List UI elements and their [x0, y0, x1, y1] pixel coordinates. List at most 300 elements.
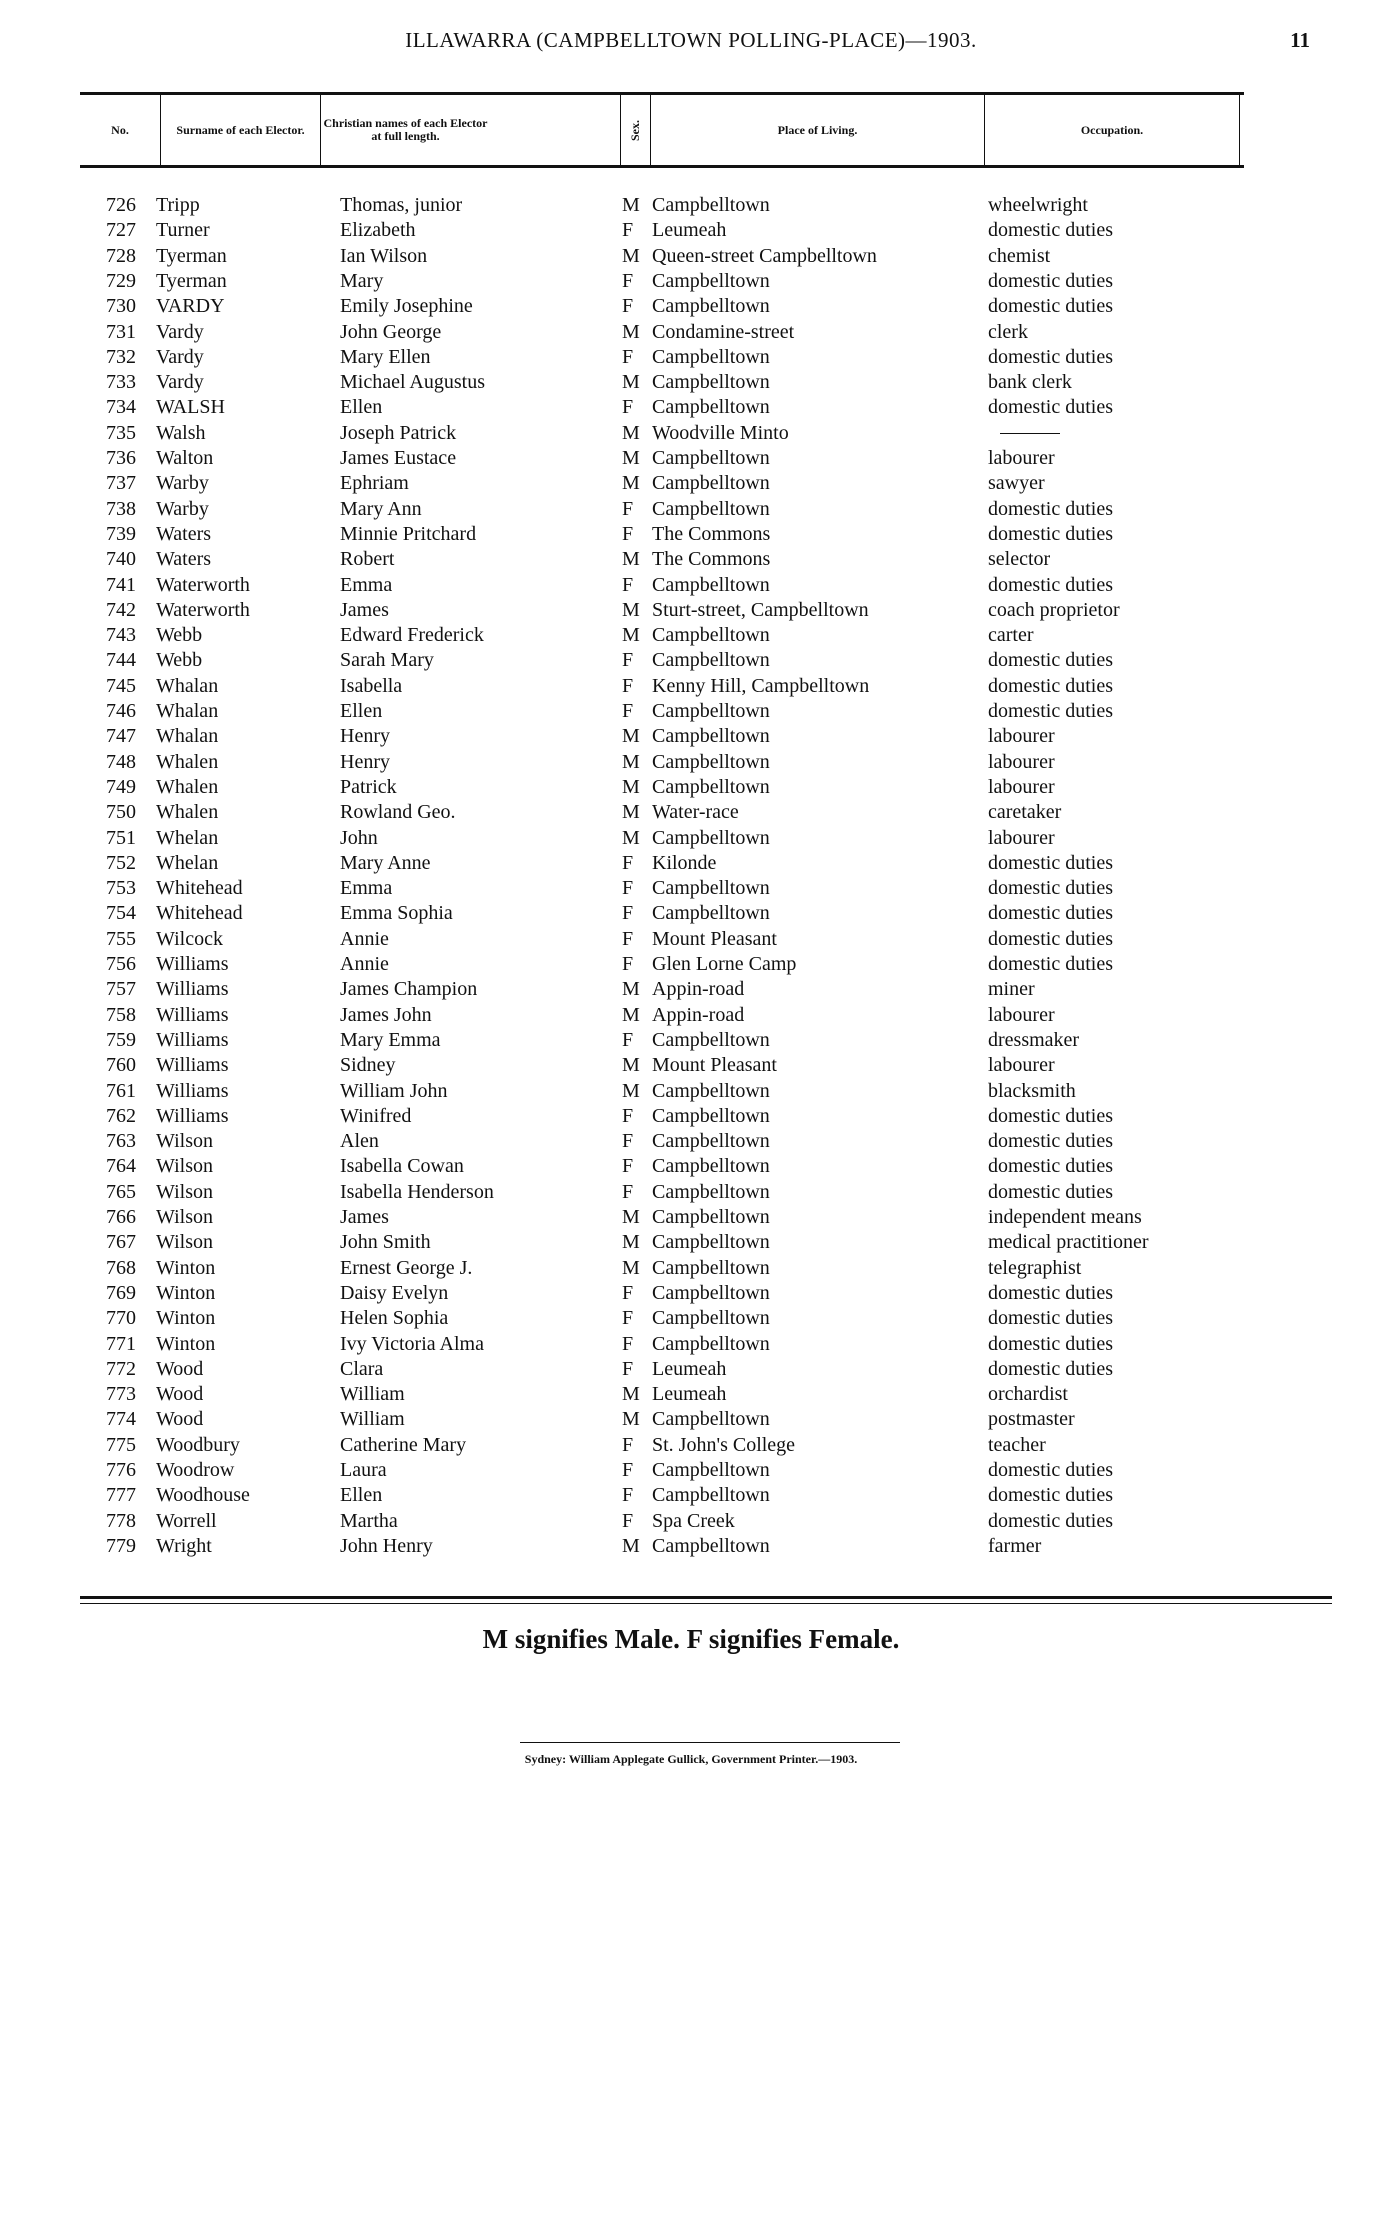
- row-surname: Whelan: [156, 826, 219, 849]
- row-number: 752: [106, 851, 136, 874]
- row-christian-names: Alen: [340, 1130, 379, 1153]
- row-place-of-living: Campbelltown: [652, 472, 770, 495]
- row-sex: F: [622, 1433, 634, 1456]
- row-christian-names: Robert: [340, 548, 395, 571]
- row-place-of-living: Campbelltown: [652, 775, 770, 798]
- row-occupation: domestic duties: [988, 522, 1113, 545]
- row-christian-names: Emma: [340, 573, 393, 596]
- row-number: 750: [106, 801, 136, 824]
- row-occupation: domestic duties: [988, 700, 1113, 722]
- row-place-of-living: Campbelltown: [652, 1459, 770, 1481]
- row-place-of-living: Sturt-street, Campbelltown: [652, 598, 869, 621]
- row-christian-names: Mary Ann: [340, 497, 422, 520]
- table-row: [0, 573, 1382, 598]
- row-place-of-living: Glen Lorne Camp: [652, 953, 797, 975]
- row-place-of-living: Kilonde: [652, 851, 717, 874]
- row-surname: Winton: [156, 1256, 216, 1279]
- row-surname: Williams: [156, 953, 229, 975]
- table-row: [0, 927, 1382, 952]
- table-row: [0, 269, 1382, 294]
- row-occupation: wheelwright: [988, 194, 1088, 216]
- row-christian-names: William: [340, 1383, 405, 1406]
- col-header-no: No.: [111, 122, 129, 137]
- row-surname: Wilcock: [156, 927, 223, 950]
- row-occupation: orchardist: [988, 1383, 1068, 1406]
- sex-legend: M signifies Male. F signifies Female.: [482, 1624, 900, 1654]
- table-row: [0, 724, 1382, 749]
- table-row: [0, 1483, 1382, 1508]
- row-occupation: domestic duties: [988, 1281, 1113, 1304]
- row-christian-names: Ellen: [340, 1484, 383, 1507]
- table-row: [0, 750, 1382, 775]
- row-christian-names: Sarah Mary: [340, 649, 434, 672]
- table-header: [80, 92, 1244, 168]
- row-place-of-living: Kenny Hill, Campbelltown: [652, 674, 870, 697]
- table-row: [0, 1028, 1382, 1053]
- row-surname: Whitehead: [156, 902, 243, 925]
- row-occupation: labourer: [988, 1054, 1055, 1077]
- row-place-of-living: St. John's College: [652, 1433, 796, 1456]
- row-christian-names: Martha: [340, 1509, 398, 1532]
- row-surname: Turner: [156, 219, 210, 242]
- table-row: [0, 851, 1382, 876]
- row-place-of-living: Campbelltown: [652, 700, 770, 722]
- table-row: [0, 370, 1382, 395]
- table-row: [0, 1306, 1382, 1331]
- row-occupation: miner: [988, 978, 1035, 1001]
- row-christian-names: Annie: [340, 927, 389, 950]
- row-christian-names: John Henry: [340, 1534, 433, 1557]
- row-sex: F: [622, 219, 634, 242]
- row-sex: M: [622, 1206, 640, 1228]
- row-occupation: domestic duties: [988, 396, 1113, 419]
- row-place-of-living: Appin-road: [652, 1003, 745, 1026]
- row-occupation: domestic duties: [988, 269, 1113, 292]
- row-number: 767: [106, 1231, 136, 1254]
- row-christian-names: Emily Josephine: [340, 295, 473, 318]
- row-sex: F: [622, 295, 634, 318]
- row-number: 744: [106, 649, 136, 672]
- row-place-of-living: Campbelltown: [652, 877, 770, 900]
- row-occupation: domestic duties: [988, 851, 1113, 874]
- printer-imprint: Sydney: William Applegate Gullick, Government Printer.—1903.: [524, 1752, 858, 1766]
- table-row: [0, 218, 1382, 243]
- row-occupation: domestic duties: [988, 295, 1113, 318]
- row-surname: Vardy: [156, 371, 204, 394]
- table-row: [0, 1154, 1382, 1179]
- row-number: 758: [106, 1003, 136, 1026]
- row-surname: Whalen: [156, 750, 219, 773]
- row-sex: F: [622, 1104, 634, 1127]
- row-place-of-living: Campbelltown: [652, 649, 770, 672]
- row-sex: F: [622, 1028, 634, 1051]
- row-sex: F: [622, 522, 634, 545]
- row-christian-names: John Smith: [340, 1231, 431, 1254]
- row-occupation: domestic duties: [988, 573, 1113, 596]
- row-place-of-living: Campbelltown: [652, 1180, 770, 1203]
- row-occupation: dressmaker: [988, 1028, 1080, 1051]
- row-occupation: domestic duties: [988, 1130, 1113, 1153]
- table-row: [0, 1458, 1382, 1483]
- row-number: 742: [106, 598, 136, 621]
- row-christian-names: James John: [340, 1003, 432, 1026]
- page-number: 11: [1290, 28, 1310, 52]
- row-surname: Wood: [156, 1408, 204, 1431]
- row-number: 736: [106, 447, 136, 469]
- row-number: 759: [106, 1028, 136, 1051]
- table-row: [0, 674, 1382, 699]
- row-occupation: chemist: [988, 244, 1051, 267]
- row-surname: Waters: [156, 548, 212, 571]
- row-sex: M: [622, 624, 640, 647]
- row-number: 769: [106, 1281, 136, 1304]
- row-surname: Wilson: [156, 1130, 213, 1153]
- row-sex: M: [622, 598, 640, 621]
- row-place-of-living: Campbelltown: [652, 269, 770, 292]
- row-christian-names: Emma Sophia: [340, 902, 453, 925]
- row-sex: F: [622, 927, 634, 950]
- row-occupation: postmaster: [988, 1408, 1075, 1431]
- table-row: [0, 1129, 1382, 1154]
- row-surname: Vardy: [156, 320, 204, 343]
- row-occupation: farmer: [988, 1534, 1042, 1557]
- row-number: 773: [106, 1383, 136, 1406]
- row-number: 746: [106, 700, 136, 722]
- row-surname: Whalan: [156, 700, 219, 722]
- row-surname: Williams: [156, 978, 229, 1001]
- row-surname: Tyerman: [156, 269, 227, 292]
- row-occupation: domestic duties: [988, 1459, 1113, 1481]
- row-sex: M: [622, 750, 640, 773]
- row-number: 756: [106, 953, 136, 975]
- table-row: [0, 1104, 1382, 1129]
- table-row: [0, 800, 1382, 825]
- row-christian-names: Catherine Mary: [340, 1433, 467, 1456]
- row-christian-names: Clara: [340, 1357, 384, 1380]
- row-christian-names: Mary Ellen: [340, 345, 431, 368]
- row-christian-names: Mary Anne: [340, 851, 431, 874]
- table-row: [0, 547, 1382, 572]
- row-surname: Whitehead: [156, 877, 243, 900]
- row-occupation: clerk: [988, 320, 1028, 343]
- row-number: 729: [106, 269, 136, 292]
- table-row: [0, 1407, 1382, 1432]
- row-christian-names: Thomas, junior: [340, 194, 463, 216]
- row-number: 776: [106, 1459, 136, 1481]
- table-row: [0, 1382, 1382, 1407]
- col-header-sex: [620, 95, 650, 165]
- row-christian-names: Helen Sophia: [340, 1307, 449, 1330]
- row-sex: F: [622, 1130, 634, 1153]
- row-surname: Whalan: [156, 674, 219, 697]
- row-place-of-living: Campbelltown: [652, 1130, 770, 1153]
- row-sex: M: [622, 1054, 640, 1077]
- table-row: [0, 1534, 1382, 1559]
- row-christian-names: John George: [340, 320, 442, 343]
- row-surname: Waterworth: [156, 598, 250, 621]
- table-row: [0, 1230, 1382, 1255]
- table-row: [0, 826, 1382, 851]
- row-occupation: domestic duties: [988, 219, 1113, 242]
- row-place-of-living: Campbelltown: [652, 345, 770, 368]
- row-number: 779: [106, 1534, 136, 1557]
- row-occupation: domestic duties: [988, 1357, 1113, 1380]
- row-christian-names: Elizabeth: [340, 219, 416, 242]
- row-number: 777: [106, 1484, 136, 1507]
- row-sex: M: [622, 978, 640, 1001]
- row-occupation: labourer: [988, 775, 1055, 798]
- row-christian-names: Edward Frederick: [340, 624, 484, 647]
- row-occupation: medical practitioner: [988, 1231, 1149, 1254]
- row-occupation: domestic duties: [988, 877, 1113, 900]
- row-sex: F: [622, 1509, 634, 1532]
- row-place-of-living: Campbelltown: [652, 295, 770, 318]
- row-surname: Wilson: [156, 1231, 213, 1254]
- row-surname: Woodbury: [156, 1433, 240, 1456]
- row-sex: F: [622, 1357, 634, 1380]
- row-christian-names: Mary: [340, 269, 384, 292]
- row-sex: F: [622, 877, 634, 900]
- row-number: 753: [106, 877, 136, 900]
- row-surname: Worrell: [156, 1509, 217, 1532]
- row-place-of-living: Spa Creek: [652, 1509, 735, 1532]
- row-christian-names: William: [340, 1408, 405, 1431]
- row-surname: VARDY: [156, 295, 225, 318]
- table-row: [0, 623, 1382, 648]
- row-place-of-living: Mount Pleasant: [652, 927, 777, 950]
- row-occupation: domestic duties: [988, 953, 1113, 975]
- row-occupation: teacher: [988, 1433, 1046, 1456]
- row-place-of-living: Campbelltown: [652, 1281, 770, 1304]
- row-sex: M: [622, 1256, 640, 1279]
- row-sex: M: [622, 801, 640, 824]
- row-number: 735: [106, 421, 136, 444]
- row-sex: M: [622, 826, 640, 849]
- bottom-rule: [80, 1596, 1332, 1599]
- row-number: 748: [106, 750, 136, 773]
- table-row: [0, 699, 1382, 724]
- row-number: 762: [106, 1104, 136, 1127]
- row-place-of-living: Condamine-street: [652, 320, 795, 343]
- row-sex: M: [622, 447, 640, 469]
- row-surname: Woodrow: [156, 1459, 235, 1481]
- row-sex: F: [622, 1332, 634, 1355]
- table-row: [0, 1357, 1382, 1382]
- row-number: 731: [106, 320, 136, 343]
- row-number: 726: [106, 194, 136, 216]
- row-place-of-living: Campbelltown: [652, 447, 770, 469]
- row-occupation: labourer: [988, 750, 1055, 773]
- row-christian-names: Minnie Pritchard: [340, 522, 477, 545]
- row-surname: Whalen: [156, 801, 219, 824]
- row-occupation: telegraphist: [988, 1256, 1082, 1279]
- row-place-of-living: Campbelltown: [652, 1028, 770, 1051]
- row-sex: F: [622, 902, 634, 925]
- row-sex: F: [622, 497, 634, 520]
- row-christian-names: Daisy Evelyn: [340, 1281, 449, 1304]
- row-number: 747: [106, 725, 136, 748]
- row-number: 763: [106, 1130, 136, 1153]
- row-christian-names: Mary Emma: [340, 1028, 441, 1051]
- table-row: [0, 648, 1382, 673]
- row-place-of-living: Leumeah: [652, 1357, 727, 1380]
- row-sex: M: [622, 371, 640, 394]
- row-place-of-living: Leumeah: [652, 219, 727, 242]
- row-place-of-living: Campbelltown: [652, 1206, 770, 1228]
- table-row: [0, 876, 1382, 901]
- row-place-of-living: Campbelltown: [652, 1484, 770, 1507]
- row-occupation: domestic duties: [988, 674, 1113, 697]
- col-header-place: Place of Living.: [650, 95, 984, 165]
- row-number: 745: [106, 674, 136, 697]
- row-sex: M: [622, 244, 640, 267]
- row-place-of-living: Campbelltown: [652, 624, 770, 647]
- row-number: 739: [106, 522, 136, 545]
- row-surname: Webb: [156, 649, 203, 672]
- row-sex: M: [622, 1408, 640, 1431]
- row-surname: Tyerman: [156, 244, 227, 267]
- table-row: [0, 1433, 1382, 1458]
- row-christian-names: Patrick: [340, 775, 397, 798]
- row-place-of-living: Campbelltown: [652, 371, 770, 394]
- row-sex: F: [622, 1180, 634, 1203]
- row-sex: M: [622, 1383, 640, 1406]
- table-row: [0, 471, 1382, 496]
- row-place-of-living: Campbelltown: [652, 396, 770, 419]
- row-sex: M: [622, 775, 640, 798]
- row-sex: F: [622, 851, 634, 874]
- row-occupation: independent means: [988, 1206, 1142, 1228]
- row-occupation: carter: [988, 624, 1034, 647]
- row-christian-names: Laura: [340, 1459, 387, 1481]
- table-row: [0, 977, 1382, 1002]
- row-sex: M: [622, 1534, 640, 1557]
- row-occupation: coach proprietor: [988, 598, 1120, 621]
- row-number: 733: [106, 371, 136, 394]
- row-place-of-living: Mount Pleasant: [652, 1054, 777, 1077]
- row-surname: Vardy: [156, 345, 204, 368]
- row-surname: Whalan: [156, 725, 219, 748]
- row-christian-names: Winifred: [340, 1104, 412, 1127]
- row-sex: M: [622, 421, 640, 444]
- row-surname: Wright: [156, 1534, 212, 1557]
- row-surname: Walsh: [156, 421, 206, 444]
- row-place-of-living: Campbelltown: [652, 497, 770, 520]
- row-occupation: labourer: [988, 826, 1055, 849]
- table-row: [0, 1509, 1382, 1534]
- row-surname: Winton: [156, 1332, 216, 1355]
- row-number: 730: [106, 295, 136, 318]
- row-surname: WALSH: [156, 396, 225, 419]
- row-sex: F: [622, 700, 634, 722]
- row-place-of-living: Campbelltown: [652, 1408, 770, 1431]
- col-header-christian: Christian names of each Elector at full length.: [320, 95, 490, 165]
- row-surname: Webb: [156, 624, 203, 647]
- row-christian-names: Ellen: [340, 396, 383, 419]
- row-christian-names: Joseph Patrick: [340, 421, 457, 444]
- row-sex: M: [622, 725, 640, 748]
- row-number: 727: [106, 219, 136, 242]
- bottom-rule-thin: [80, 1603, 1332, 1604]
- row-christian-names: John: [340, 826, 378, 849]
- row-christian-names: Ernest George J.: [340, 1256, 473, 1279]
- row-occupation: bank clerk: [988, 371, 1072, 394]
- row-number: 775: [106, 1433, 136, 1456]
- row-sex: F: [622, 649, 634, 672]
- row-surname: Wilson: [156, 1155, 213, 1178]
- row-occupation: domestic duties: [988, 927, 1113, 950]
- row-sex: F: [622, 1281, 634, 1304]
- row-surname: Wood: [156, 1383, 204, 1406]
- row-place-of-living: Leumeah: [652, 1383, 727, 1406]
- table-row: [0, 1281, 1382, 1306]
- row-place-of-living: Woodville Minto: [652, 421, 789, 444]
- col-header-occupation: Occupation.: [984, 95, 1240, 165]
- row-place-of-living: Campbelltown: [652, 902, 770, 925]
- row-sex: M: [622, 1003, 640, 1026]
- row-occupation: labourer: [988, 447, 1055, 469]
- row-sex: F: [622, 573, 634, 596]
- row-occupation: blacksmith: [988, 1079, 1076, 1102]
- row-surname: Williams: [156, 1054, 229, 1077]
- table-row: [0, 294, 1382, 319]
- row-surname: Whalen: [156, 775, 219, 798]
- row-sex: M: [622, 1231, 640, 1254]
- row-surname: Walton: [156, 447, 214, 469]
- row-sex: F: [622, 269, 634, 292]
- row-number: 751: [106, 826, 136, 849]
- row-place-of-living: Campbelltown: [652, 1104, 770, 1127]
- row-sex: F: [622, 1307, 634, 1330]
- row-number: 761: [106, 1079, 136, 1102]
- row-place-of-living: Campbelltown: [652, 194, 770, 216]
- row-number: 755: [106, 927, 136, 950]
- row-place-of-living: Campbelltown: [652, 826, 770, 849]
- row-sex: F: [622, 1459, 634, 1481]
- row-occupation: domestic duties: [988, 497, 1113, 520]
- row-surname: Woodhouse: [156, 1484, 250, 1507]
- row-occupation: sawyer: [988, 472, 1045, 495]
- table-row: [0, 244, 1382, 269]
- row-surname: Tripp: [156, 194, 200, 216]
- page-title: ILLAWARRA (CAMPBELLTOWN POLLING-PLACE)—1903.: [405, 28, 977, 52]
- row-sex: M: [622, 320, 640, 343]
- row-occupation: domestic duties: [988, 1484, 1113, 1507]
- row-christian-names: Isabella: [340, 674, 403, 697]
- row-occupation: caretaker: [988, 801, 1062, 824]
- row-number: 770: [106, 1307, 136, 1330]
- row-surname: Winton: [156, 1307, 216, 1330]
- imprint-rule: [520, 1742, 900, 1743]
- row-number: 740: [106, 548, 136, 571]
- row-place-of-living: Queen-street Campbelltown: [652, 244, 877, 267]
- row-christian-names: William John: [340, 1079, 448, 1102]
- row-place-of-living: Campbelltown: [652, 725, 770, 748]
- occupation-dash: [1000, 433, 1060, 434]
- row-place-of-living: The Commons: [652, 548, 771, 571]
- row-occupation: domestic duties: [988, 345, 1113, 368]
- table-row: [0, 1079, 1382, 1104]
- row-place-of-living: Campbelltown: [652, 1079, 770, 1102]
- row-sex: M: [622, 194, 640, 216]
- row-number: 760: [106, 1054, 136, 1077]
- row-surname: Waterworth: [156, 573, 250, 596]
- table-row: [0, 497, 1382, 522]
- row-occupation: domestic duties: [988, 1155, 1113, 1178]
- row-sex: F: [622, 396, 634, 419]
- row-occupation: domestic duties: [988, 902, 1113, 925]
- row-sex: M: [622, 1079, 640, 1102]
